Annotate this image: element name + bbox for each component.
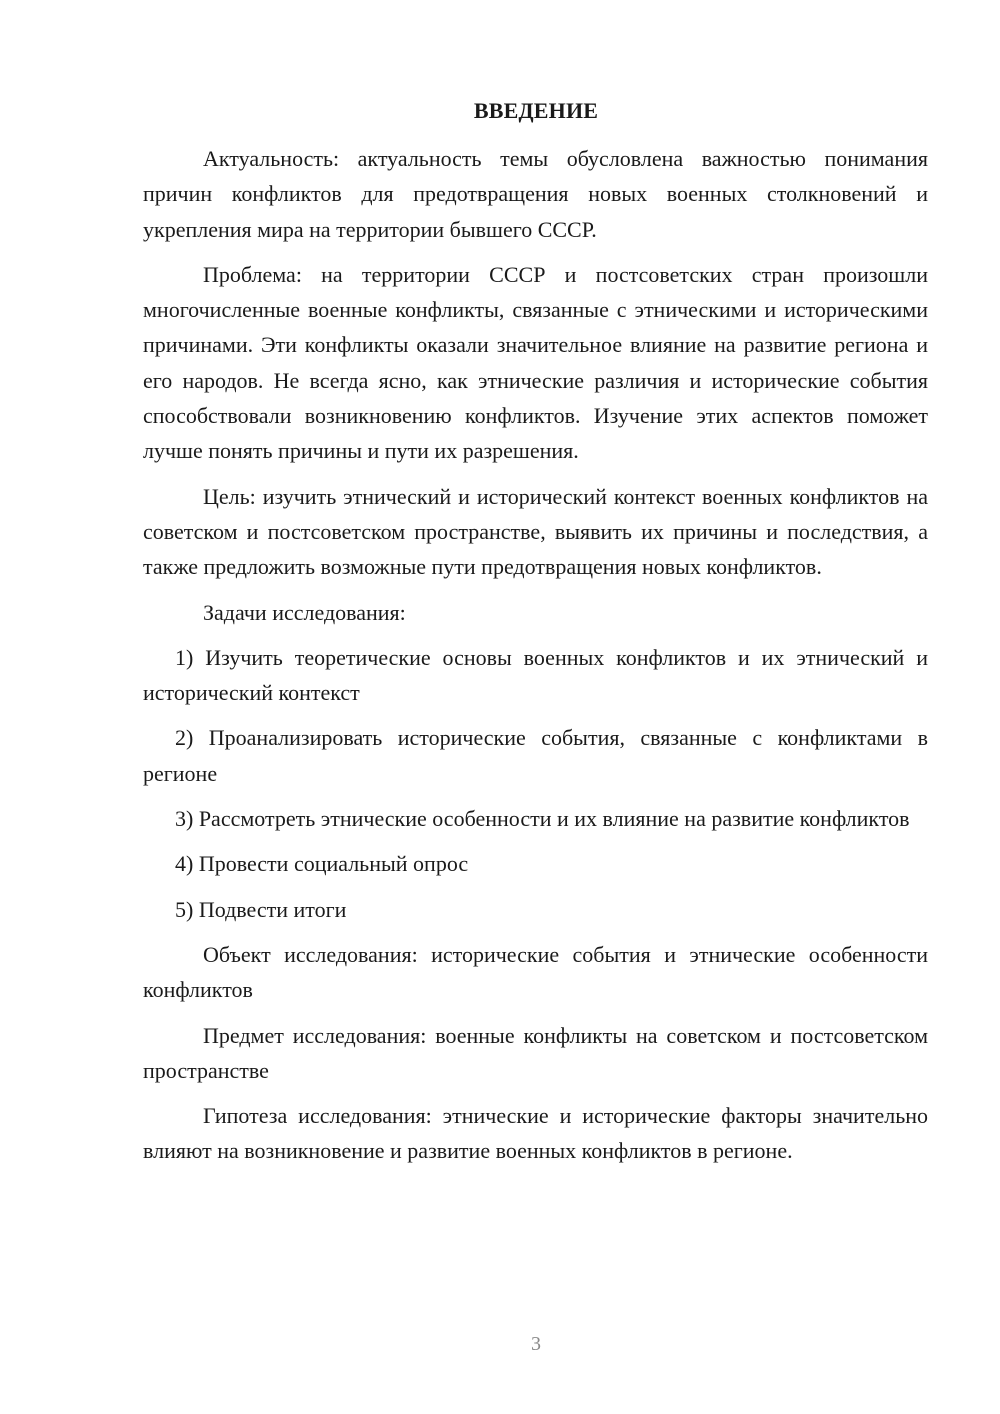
page-title: ВВЕДЕНИЕ <box>473 98 599 123</box>
paragraph-problem: Проблема: на территории СССР и постсоветских стран произошли многочисленные военные конфликты, связанные с этническими и историческими причинами. Эти конфликты оказали значительное влияние на развитие региона и его народов. Не всегда ясно, как этнические различия и исторические события способствовали возникновению конфликтов. Изучение этих аспектов поможет лучше понять причины и пути их разрешения. <box>143 261 928 464</box>
paragraph-relevance: Актуальность: актуальность темы обусловлена важностью понимания причин конфликтов для предотвращения новых военных столкновений и укрепления мира на территории бывшего СССР. <box>143 146 928 242</box>
document-body <box>143 141 928 1179</box>
task-item: 2) Проанализировать исторические события, связанные с конфликтами в регионе <box>143 725 928 786</box>
paragraph-subject: Предмет исследования: военные конфликты на советском и постсоветском пространстве <box>143 1022 928 1083</box>
task-item: 1) Изучить теоретические основы военных конфликтов и их этнический и исторический контекст <box>143 644 928 706</box>
paragraph-hypothesis: Гипотеза исследования: этнические и исторические факторы значительно влияют на возникновение и развитие военных конфликтов в регионе. <box>143 1103 928 1164</box>
page-number: 3 <box>531 1333 541 1355</box>
task-item: 3) Рассмотреть этнические особенности и их влияние на развитие конфликтов <box>175 806 910 832</box>
task-item: 5) Подвести итоги <box>175 896 347 922</box>
paragraph-object: Объект исследования: исторические события и этнические особенности конфликтов <box>143 941 928 1003</box>
paragraph-goal: Цель: изучить этнический и исторический контекст военных конфликтов на советском и постсоветском пространстве, выявить их причины и последствия, а также предложить возможные пути предотвращения новых конфликтов. <box>143 483 928 580</box>
paragraph-tasks-heading: Задачи исследования: <box>203 599 406 625</box>
task-item: 4) Провести социальный опрос <box>175 851 469 877</box>
